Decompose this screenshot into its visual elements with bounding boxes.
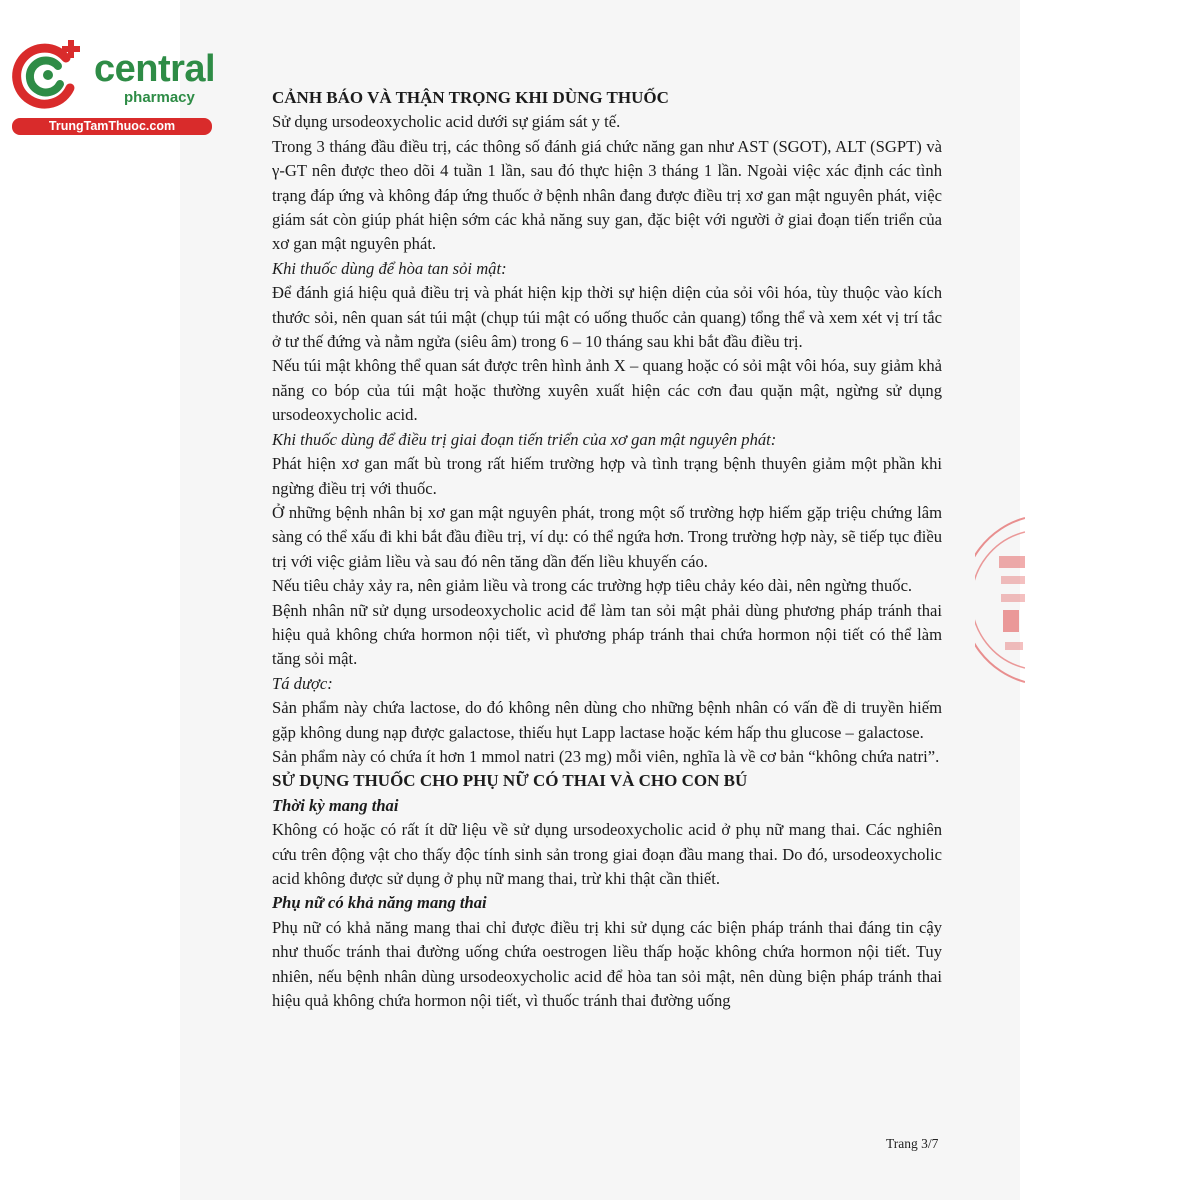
subheading-pregnancy: Thời kỳ mang thai — [272, 795, 399, 815]
paragraph: Nếu túi mật không thể quan sát được trên hình ảnh X – quang hoặc có sỏi mật vôi hóa, suy giảm khả năng co bóp của túi mật hoặc thường xuyên xuất hiện các cơn đau quặn mật, ngừng sử dụng ursodeoxycholic acid. — [272, 356, 942, 425]
paragraph: Nếu tiêu chảy xảy ra, nên giảm liều và trong các trường hợp tiêu chảy kéo dài, nên ngừng thuốc. — [272, 576, 913, 596]
paragraph: Không có hoặc có rất ít dữ liệu về sử dụng ursodeoxycholic acid ở phụ nữ mang thai. Các nghiên cứu trên động vật cho thấy độc tính sinh sản trong giai đoạn đầu mang thai. Do đó, ursodeoxycholic acid không được sử dụng ở phụ nữ mang thai, trừ khi thật cần thiết. — [272, 820, 942, 888]
logo-mark-icon — [8, 36, 88, 116]
paragraph: Sử dụng ursodeoxycholic acid dưới sự giám sát y tế. — [272, 112, 621, 132]
logo-brand-subtitle: pharmacy — [124, 89, 195, 106]
paragraph: Bệnh nhân nữ sử dụng ursodeoxycholic acid để làm tan sỏi mật phải dùng phương pháp tránh thai hiệu quả không chứa hormon nội tiết, vì phương pháp tránh thai chứa hormon nội tiết có thể làm tăng sỏi mật. — [272, 600, 942, 669]
logo-website-badge: TrungTamThuoc.com — [12, 118, 212, 135]
paragraph: Phát hiện xơ gan mất bù trong rất hiếm trường hợp và tình trạng bệnh thuyên giảm một phần khi ngừng điều trị với thuốc. — [272, 454, 942, 498]
section-heading-warnings: CẢNH BÁO VÀ THẬN TRỌNG KHI DÙNG THUỐC — [272, 88, 669, 107]
paragraph: Trong 3 tháng đầu điều trị, các thông số đánh giá chức năng gan như AST (SGOT), ALT (SGPT) và γ-GT nên được theo dõi 4 tuần 1 lần, sau đó thực hiện 3 tháng 1 lần. Ngoài việc xác định các tình trạng đáp ứng và không đáp ứng thuốc ở bệnh nhân đang được điều trị xơ gan mật nguyên phát, việc giám sát còn giúp phát hiện sớm các khả năng suy gan, đặc biệt với người ở giai đoạn tiến triển của xơ gan mật nguyên phát. — [272, 136, 942, 254]
page-number: Trang 3/7 — [886, 1136, 939, 1151]
paragraph: Để đánh giá hiệu quả điều trị và phát hiện kịp thời sự hiện diện của sỏi vôi hóa, tùy thuộc vào kích thước sỏi, nên quan sát túi mật (chụp túi mật có uống thuốc cản quang) tổng thể và xem xét vị trí tắc ở tư thế đứng và nằm ngửa (siêu âm) trong 6 – 10 tháng sau khi bắt đầu điều trị. — [272, 283, 942, 352]
subheading-excipients: Tá dược: — [272, 673, 333, 693]
section-heading-pregnancy: SỬ DỤNG THUỐC CHO PHỤ NỮ CÓ THAI VÀ CHO CON BÚ — [272, 771, 748, 791]
paragraph: Sản phẩm này có chứa ít hơn 1 mmol natri (23 mg) mỗi viên, nghĩa là về cơ bản “không chứa natri”. — [272, 746, 940, 766]
central-pharmacy-logo[interactable] — [8, 36, 218, 136]
paragraph: Ở những bệnh nhân bị xơ gan mật nguyên phát, trong một số trường hợp hiếm gặp triệu chứng lâm sàng có thể xấu đi khi bắt đầu điều trị, ví dụ: có thể ngứa hơn. Trong trường hợp này, sẽ tiếp tục điều trị với việc giảm liều và sau đó nên tăng dần đến liều khuyến cáo. — [272, 502, 942, 571]
subheading-pbc: Khi thuốc dùng để điều trị giai đoạn tiến triển của xơ gan mật nguyên phát: — [272, 429, 777, 449]
document-body — [272, 86, 942, 1013]
paragraph: Phụ nữ có khả năng mang thai chỉ được điều trị khi sử dụng các biện pháp tránh thai đáng tin cậy như thuốc tránh thai đường uống chứa oestrogen liều thấp hoặc không chứa hormon nội tiết. Tuy nhiên, nếu bệnh nhân dùng ursodeoxycholic acid để hòa tan sỏi mật, nên dùng biện pháp tránh thai hiệu quả không chứa hormon nội tiết, vì thuốc tránh thai đường uống — [272, 917, 942, 1011]
partial-red-stamp-icon — [975, 510, 1025, 690]
paragraph: Sản phẩm này chứa lactose, do đó không nên dùng cho những bệnh nhân có vấn đề di truyền hiếm gặp không dung nạp được galactose, thiếu hụt Lapp lactase hoặc kém hấp thu glucose – galactose. — [272, 698, 942, 742]
logo-brand-name: central — [94, 48, 216, 90]
subheading-childbearing-potential: Phụ nữ có khả năng mang thai — [272, 893, 487, 913]
subheading-gallstones: Khi thuốc dùng để hòa tan sỏi mật: — [272, 258, 507, 278]
